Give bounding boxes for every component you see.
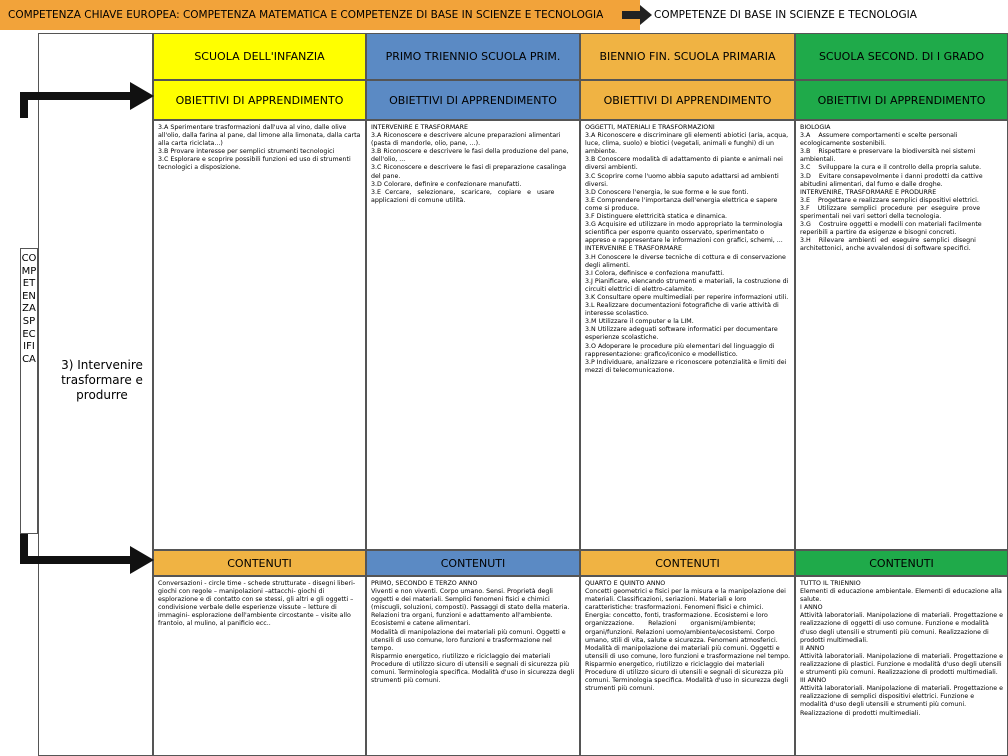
arrow-to-contents-icon xyxy=(20,532,156,578)
contents-label-infanzia: CONTENUTI xyxy=(153,550,366,576)
objectives-text-infanzia: 3.A Sperimentare trasformazioni dall'uva al vino, dalle olive all'olio, dalla farina al pane, dal limone alla limonata, dalla carta alla carta riciclata...) 3.B Provare interesse per semplici strumenti tecnologici 3.C Esplorare e scoprire possibili funzioni ed uso di strumenti tecnologici a disposizione. xyxy=(153,120,366,550)
contents-label-biennio: CONTENUTI xyxy=(580,550,795,576)
competence-subtitle: COMPETENZE DI BASE IN SCIENZE E TECNOLOGIA xyxy=(654,9,917,21)
objectives-label-biennio: OBIETTIVI DI APPRENDIMENTO xyxy=(580,80,795,120)
top-header xyxy=(0,0,1008,33)
col-header-biennio: BIENNIO FIN. SCUOLA PRIMARIA xyxy=(580,33,795,80)
contents-text-infanzia: Conversazioni - circle time - schede strutturate - disegni liberi- giochi con regole – manipolazioni –attacchi- giochi di esplorazione e di contatto con se stessi, gli altri e gli oggetti – condivisione verbale delle esperienze vissute – letture di immagini- esplorazione dell'ambiente circostante – visite allo frantoio, al mulino, al panificio ecc.. xyxy=(153,576,366,756)
objectives-text-primo: INTERVENIRE E TRASFORMARE 3.A Riconoscere e descrivere alcune preparazioni alimentari (pasta di mandorle, olio, pane, ...). 3.B Riconoscere e descrivere le fasi della produzione del pane, dell'olio, ... 3.C Riconoscere e descrivere le fasi di preparazione casalinga del pane. 3.D Colorare, definire e confezionare manufatti. 3.E Cercare, selezionare, scaricare, copiare e usare applicazioni di comune utilità. xyxy=(366,120,580,550)
right-arrow-icon xyxy=(622,5,652,25)
objectives-label-primo: OBIETTIVI DI APPRENDIMENTO xyxy=(366,80,580,120)
contents-text-primo: PRIMO, SECONDO E TERZO ANNO Viventi e non viventi. Corpo umano. Sensi. Proprietà degli oggetti e dei materiali. Semplici fenomeni fisici e chimici (miscugli, soluzioni, composti). Passaggi di stato della materia. Relazioni tra organi, funzioni e adattamento all'ambiente. Ecosistemi e catene alimentari. Modalità di manipolazione dei materiali più comuni. Oggetti e utensili di uso comune, loro funzioni e trasformazione nel tempo. Risparmio energetico, riutilizzo e riciclaggio dei materiali Procedure di utilizzo sicuro di utensili e segnali di sicurezza più comuni. Terminologia specifica. Modalità d'uso in sicurezza degli strumenti più comuni. xyxy=(366,576,580,756)
contents-label-secondaria: CONTENUTI xyxy=(795,550,1008,576)
col-header-primo-triennio: PRIMO TRIENNIO SCUOLA PRIM. xyxy=(366,33,580,80)
key-competence-title: COMPETENZA CHIAVE EUROPEA: COMPETENZA MATEMATICA E COMPETENZE DI BASE IN SCIENZE E TECNOLOGIA xyxy=(8,9,604,21)
objectives-label-secondaria: OBIETTIVI DI APPRENDIMENTO xyxy=(795,80,1008,120)
col-header-infanzia: SCUOLA DELL'INFANZIA xyxy=(153,33,366,80)
competenza-specifica-vertical-label: COMPETENZA SPECIFICA xyxy=(20,248,38,534)
contents-text-secondaria: TUTTO IL TRIENNIO Elementi di educazione ambientale. Elementi di educazione alla salute. I ANNO Attività laboratoriali. Manipolazione di materiali. Progettazione e realizzazione di oggetti di uso comune. Funzione e modalità d'uso degli utensili e strumenti più comuni. Realizzazione di prodotti multimediali. II ANNO Attività laboratoriali. Manipolazione di materiali. Progettazione e realizzazione di plastici. Funzione e modalità d'uso degli utensili e strumenti più comuni. Realizzazione di prodotti multimediali. III ANNO Attività laboratoriali. Manipolazione di materiali. Progettazione e realizzazione di semplici dispositivi elettrici. Funzione e modalità d'uso degli utensili e strumenti più comuni. Realizzazione di prodotti multimediali. xyxy=(795,576,1008,756)
contents-label-primo: CONTENUTI xyxy=(366,550,580,576)
objectives-text-biennio: OGGETTI, MATERIALI E TRASFORMAZIONI 3.A Riconoscere e discriminare gli elementi abiotici (aria, acqua, luce, clima, suolo) e biotici (vegetali, animali e funghi) di un ambiente. 3.B Conoscere modalità di adattamento di piante e animali nei diversi ambienti. 3.C Scoprire come l'uomo abbia saputo adattarsi ad ambienti diversi. 3.D Conoscere l'energia, le sue forme e le sue fonti. 3.E Comprendere l'importanza dell'energia elettrica e sapere come si produce. 3.F Distinguere elettricità statica e dinamica. 3.G Acquisire ed utilizzare in modo appropriato la terminologia scientifica per esporre quanto osservato, sperimentato o appreso e rappresentare le informazioni con grafici, schemi, ... INTERVENIRE E TRASFORMARE 3.H Conoscere le diverse tecniche di cottura e di conservazione degli alimenti. 3.I Colora, definisce e confeziona manufatti. 3.J Pianificare, elencando strumenti e materiali, la costruzione di circuiti elettrici di elettro-calamite. 3.K Consultare opere multimediali per reperire informazioni utili. 3.L Realizzare documentazioni fotografiche di varie attività di interesse scolastico. 3.M Utilizzare il computer e la LIM. 3.N Utilizzare adeguati software informatici per documentare esperienze scolastiche. 3.O Adoperare le procedure più elementari del linguaggio di rappresentazione: grafico/iconico e modellistico. 3.P Individuare, analizzare e riconoscere potenzialità e limiti dei mezzi di telecomunicazione. xyxy=(580,120,795,550)
col-header-secondaria: SCUOLA SECOND. DI I GRADO xyxy=(795,33,1008,80)
objectives-text-secondaria: BIOLOGIA 3.A Assumere comportamenti e scelte personali ecologicamente sostenibili. 3.B Rispettare e preservare la biodiversità nei sistemi ambientali. 3.C Sviluppare la cura e il controllo della propria salute. 3.D Evitare consapevolmente i danni prodotti da cattive abitudini alimentari, dal fumo e dalle droghe. INTERVENIRE, TRASFORMARE E PRODURRE 3.E Progettare e realizzare semplici dispositivi elettrici. 3.F Utilizzare semplici procedure per eseguire prove sperimentali nei vari settori della tecnologia. 3.G Costruire oggetti e modelli con materiali facilmente reperibili a partire da esigenze e bisogni concreti. 3.H Rilevare ambienti ed eseguire semplici disegni architettonici, anche avvalendosi di software specifici. xyxy=(795,120,1008,550)
contents-text-biennio: QUARTO E QUINTO ANNO Concetti geometrici e fisici per la misura e la manipolazione dei materiali. Classificazioni, seriazioni. Materiali e loro caratteristiche: trasformazioni. Fenomeni fisici e chimici. Energia: concetto, fonti, trasformazione. Ecosistemi e loro organizzazione. Relazioni organismi/ambiente; organi/funzioni. Relazioni uomo/ambiente/ecosistemi. Corpo umano, stili di vita, salute e sicurezza. Fenomeni atmosferici. Modalità di manipolazione dei materiali più comuni. Oggetti e utensili di uso comune, loro funzioni e trasformazione nel tempo. Risparmio energetico, riutilizzo e riciclaggio dei materiali Procedure di utilizzo sicuro di utensili e segnali di sicurezza più comuni. Terminologia specifica. Modalità d'uso in sicurezza degli strumenti più comuni. xyxy=(580,576,795,756)
objectives-label-infanzia: OBIETTIVI DI APPRENDIMENTO xyxy=(153,80,366,120)
arrow-to-objectives-icon xyxy=(20,82,156,118)
competence-name: 3) Intervenire trasformare e produrre xyxy=(61,358,143,402)
